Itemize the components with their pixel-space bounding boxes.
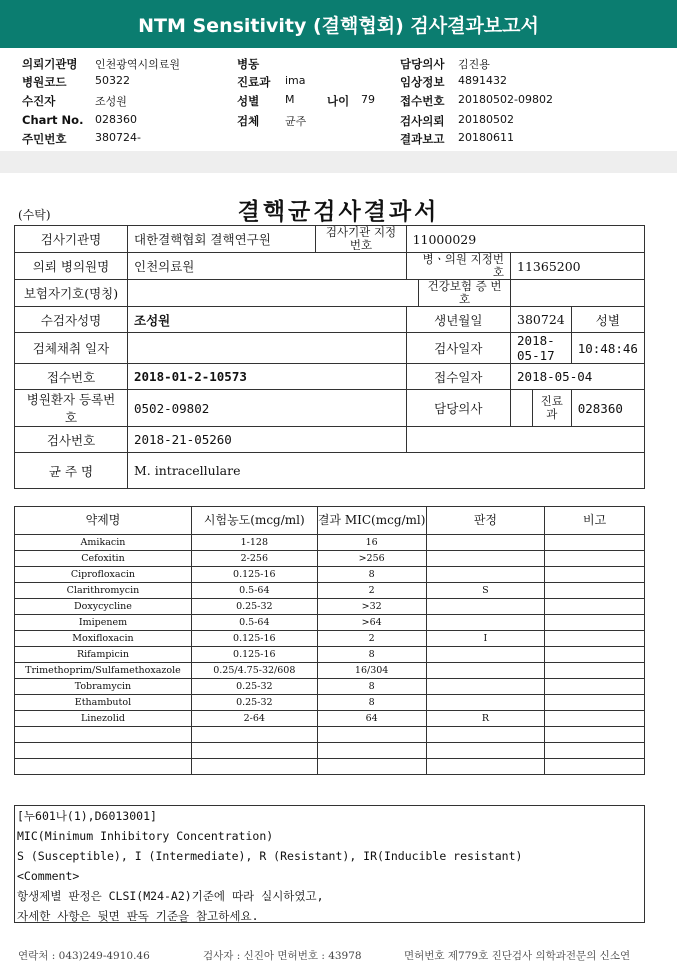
- test-date-value: 2018-05-17: [511, 333, 572, 364]
- table-cell: [545, 711, 645, 727]
- table-cell: [545, 583, 645, 599]
- table-row: [15, 333, 645, 364]
- table-cell: Trimethoprim/Sulfamethoxazole: [15, 663, 192, 679]
- table-cell: [545, 743, 645, 759]
- table-cell: [426, 695, 545, 711]
- table-cell: Linezolid: [15, 711, 192, 727]
- table-cell: Amikacin: [15, 535, 192, 551]
- table-cell: 16/304: [317, 663, 426, 679]
- info-label: 성별: [237, 94, 260, 108]
- table-cell: >64: [317, 615, 426, 631]
- table-cell: [15, 743, 192, 759]
- info-label: 검체: [237, 114, 260, 128]
- table-cell: [191, 743, 317, 759]
- table-cell: 0.25-32: [191, 679, 317, 695]
- report-header-table: [14, 225, 645, 489]
- table-cell: >32: [317, 599, 426, 615]
- table-cell: S: [426, 583, 545, 599]
- info-value: 인천광역시의료원: [95, 58, 181, 71]
- table-cell: Clarithromycin: [15, 583, 192, 599]
- info-row: [0, 131, 677, 148]
- table-cell: [545, 631, 645, 647]
- inst-label: 검사기관명: [15, 226, 128, 253]
- info-label: 검사의뢰: [400, 114, 445, 128]
- info-value: M: [285, 93, 295, 106]
- col-header: 시험농도(mcg/ml): [191, 507, 317, 535]
- table-cell: [191, 727, 317, 743]
- table-row: [15, 631, 645, 647]
- table-cell: [426, 647, 545, 663]
- hosp-code-value: 11365200: [511, 253, 645, 280]
- table-cell: [317, 727, 426, 743]
- table-row: [15, 280, 645, 307]
- table-cell: [545, 647, 645, 663]
- comment-line: S (Susceptible), I (Intermediate), R (Resistant), IR(Inducible resistant): [17, 849, 523, 863]
- table-row: [15, 567, 645, 583]
- info-value: 50322: [95, 74, 130, 87]
- table-cell: Cefoxitin: [15, 551, 192, 567]
- consignment-stamp: (수탁): [18, 208, 51, 222]
- table-row: [15, 647, 645, 663]
- receipt-date-label: 접수일자: [406, 364, 510, 390]
- table-row: [15, 427, 645, 453]
- table-cell: Imipenem: [15, 615, 192, 631]
- table-row: [15, 743, 645, 759]
- info-label: 병동: [237, 57, 260, 71]
- strain-value: M. intracellulare: [128, 453, 645, 489]
- inst-code-label: 검사기관 지정번호: [316, 226, 406, 253]
- insured-value: [128, 280, 419, 307]
- table-cell: 64: [317, 711, 426, 727]
- table-cell: [545, 615, 645, 631]
- info-value: 4891432: [458, 74, 507, 87]
- table-cell: 2: [317, 583, 426, 599]
- info-label: Chart No.: [22, 113, 84, 127]
- table-cell: [545, 727, 645, 743]
- info-label: 진료과: [237, 75, 271, 89]
- table-row: [15, 307, 645, 333]
- patient-value: 조성원: [128, 307, 407, 333]
- table-cell: 0.25-32: [191, 599, 317, 615]
- col-header: 비고: [545, 507, 645, 535]
- info-value: 20180502-09802: [458, 93, 553, 106]
- table-cell: [426, 615, 545, 631]
- table-cell: [545, 679, 645, 695]
- comment-line: MIC(Minimum Inhibitory Concentration): [17, 829, 274, 843]
- hospital-value: 인천의료원: [128, 253, 407, 280]
- insurance-label: 건강보험 증 번 호: [419, 280, 511, 307]
- info-value: 20180611: [458, 131, 514, 144]
- receipt-date-value: 2018-05-04: [511, 364, 645, 390]
- hosp-code-label: 병ㆍ의원 지정번호: [406, 253, 510, 280]
- info-label: 나이: [327, 94, 350, 108]
- info-value: 380724-: [95, 131, 141, 144]
- table-row: [15, 453, 645, 489]
- insurance-value: [511, 280, 645, 307]
- table-cell: [15, 759, 192, 775]
- table-cell: [317, 743, 426, 759]
- table-cell: I: [426, 631, 545, 647]
- info-value: 김진용: [458, 58, 490, 71]
- table-cell: 8: [317, 679, 426, 695]
- table-row: [15, 535, 645, 551]
- table-cell: [426, 727, 545, 743]
- patient-info-panel: [0, 52, 677, 150]
- sex-label: 성별: [571, 307, 644, 333]
- reg-label: 병원환자 등록번호: [15, 390, 128, 427]
- table-cell: 0.125-16: [191, 647, 317, 663]
- window-title: NTM Sensitivity (결핵협회) 검사결과보고서: [0, 0, 677, 48]
- table-cell: 2: [317, 631, 426, 647]
- test-date-label: 검사일자: [406, 333, 510, 364]
- table-cell: [191, 759, 317, 775]
- testno-value: 2018-21-05260: [128, 427, 407, 453]
- table-cell: Moxifloxacin: [15, 631, 192, 647]
- table-cell: 2-256: [191, 551, 317, 567]
- table-row: [15, 551, 645, 567]
- table-cell: >256: [317, 551, 426, 567]
- info-value: 조성원: [95, 95, 127, 108]
- table-row: [15, 226, 645, 253]
- receipt-value: 2018-01-2-10573: [128, 364, 407, 390]
- table-cell: 16: [317, 535, 426, 551]
- inst-code-value: 11000029: [406, 226, 644, 253]
- reg-value: 0502-09802: [128, 390, 407, 427]
- table-row: [15, 615, 645, 631]
- info-row: [0, 74, 677, 91]
- table-cell: Rifampicin: [15, 647, 192, 663]
- info-row: [0, 56, 677, 73]
- table-row: [15, 364, 645, 390]
- info-label: 임상정보: [400, 75, 445, 89]
- info-value: ima: [285, 74, 306, 87]
- table-cell: 0.125-16: [191, 567, 317, 583]
- comment-line: 자세한 사항은 뒷면 판독 기준을 참고하세요.: [17, 909, 259, 923]
- table-row: [15, 599, 645, 615]
- comment-box: [14, 805, 645, 923]
- table-cell: [426, 567, 545, 583]
- table-row: [15, 759, 645, 775]
- inst-value: 대한결핵협회 결핵연구원: [128, 226, 316, 253]
- dept-label: 진료과: [532, 390, 571, 427]
- table-cell: 1-128: [191, 535, 317, 551]
- hospital-label: 의뢰 병의원명: [15, 253, 128, 280]
- strain-label: 균 주 명: [15, 453, 128, 489]
- info-label: 주민번호: [22, 132, 67, 146]
- table-cell: 8: [317, 567, 426, 583]
- table-row: [15, 727, 645, 743]
- birth-label: 생년월일: [406, 307, 510, 333]
- table-cell: [545, 535, 645, 551]
- table-cell: [15, 727, 192, 743]
- comment-line: 항생제별 판정은 CLSI(M24-A2)기준에 따라 실시하였고,: [17, 889, 324, 903]
- info-label: 병원코드: [22, 75, 67, 89]
- table-row: [15, 390, 645, 427]
- table-row: [15, 583, 645, 599]
- table-cell: [545, 551, 645, 567]
- table-cell: 0.125-16: [191, 631, 317, 647]
- table-cell: Doxycycline: [15, 599, 192, 615]
- info-value: 균주: [285, 115, 307, 128]
- receipt-label: 접수번호: [15, 364, 128, 390]
- patient-label: 수검자성명: [15, 307, 128, 333]
- table-cell: [426, 535, 545, 551]
- table-cell: R: [426, 711, 545, 727]
- birth-value: 380724: [511, 307, 572, 333]
- table-cell: 0.25/4.75-32/608: [191, 663, 317, 679]
- table-cell: [426, 759, 545, 775]
- info-label: 의뢰기관명: [22, 57, 78, 71]
- doctor-value: [511, 390, 533, 427]
- info-value: 79: [361, 93, 375, 106]
- info-label: 결과보고: [400, 132, 445, 146]
- col-header: 결과 MIC(mcg/ml): [317, 507, 426, 535]
- comment-line: [누601나(1),D6013001]: [17, 809, 157, 823]
- info-row: [0, 113, 677, 130]
- footer-license: 면허번호 제779호 진단검사 의학과전문의 신소연: [404, 950, 631, 962]
- dept-value: 028360: [571, 390, 644, 427]
- table-row: [15, 711, 645, 727]
- doctor-label: 담당의사: [406, 390, 510, 427]
- test-time-value: 10:48:46: [571, 333, 644, 364]
- table-cell: [545, 663, 645, 679]
- table-cell: 0.25-32: [191, 695, 317, 711]
- table-cell: [426, 679, 545, 695]
- collect-value: [128, 333, 407, 364]
- table-cell: Ciprofloxacin: [15, 567, 192, 583]
- section-divider: [0, 151, 677, 173]
- comment-line: <Comment>: [17, 869, 80, 883]
- table-cell: Ethambutol: [15, 695, 192, 711]
- info-row: [0, 93, 677, 110]
- report-document: [0, 173, 677, 978]
- report-title: 결핵균검사결과서: [237, 198, 440, 225]
- table-cell: [426, 743, 545, 759]
- table-cell: [426, 551, 545, 567]
- table-cell: 8: [317, 695, 426, 711]
- table-row: [15, 663, 645, 679]
- testno-label: 검사번호: [15, 427, 128, 453]
- table-cell: 0.5-64: [191, 583, 317, 599]
- table-row: [15, 695, 645, 711]
- collect-label: 검체채취 일자: [15, 333, 128, 364]
- table-cell: Tobramycin: [15, 679, 192, 695]
- table-row: [15, 253, 645, 280]
- col-header: 판정: [426, 507, 545, 535]
- empty-cell: [406, 427, 644, 453]
- footer-examiner: 검사자 : 신진아 면허번호 : 43978: [203, 950, 362, 962]
- table-cell: [545, 567, 645, 583]
- table-cell: [545, 599, 645, 615]
- table-cell: [545, 695, 645, 711]
- susceptibility-table: [14, 506, 645, 775]
- info-label: 수진자: [22, 94, 56, 108]
- table-row: [15, 679, 645, 695]
- footer-contact: 연락처 : 043)249-4910.46: [18, 950, 150, 962]
- info-label: 접수번호: [400, 94, 445, 108]
- table-header-row: [15, 507, 645, 535]
- info-value: 20180502: [458, 113, 514, 126]
- table-cell: [317, 759, 426, 775]
- info-label: 담당의사: [400, 57, 445, 71]
- table-cell: [545, 759, 645, 775]
- table-cell: [426, 599, 545, 615]
- table-cell: 0.5-64: [191, 615, 317, 631]
- table-cell: 8: [317, 647, 426, 663]
- col-header: 약제명: [15, 507, 192, 535]
- table-cell: 2-64: [191, 711, 317, 727]
- insured-label: 보험자기호(명칭): [15, 280, 128, 307]
- info-value: 028360: [95, 113, 137, 126]
- table-cell: [426, 663, 545, 679]
